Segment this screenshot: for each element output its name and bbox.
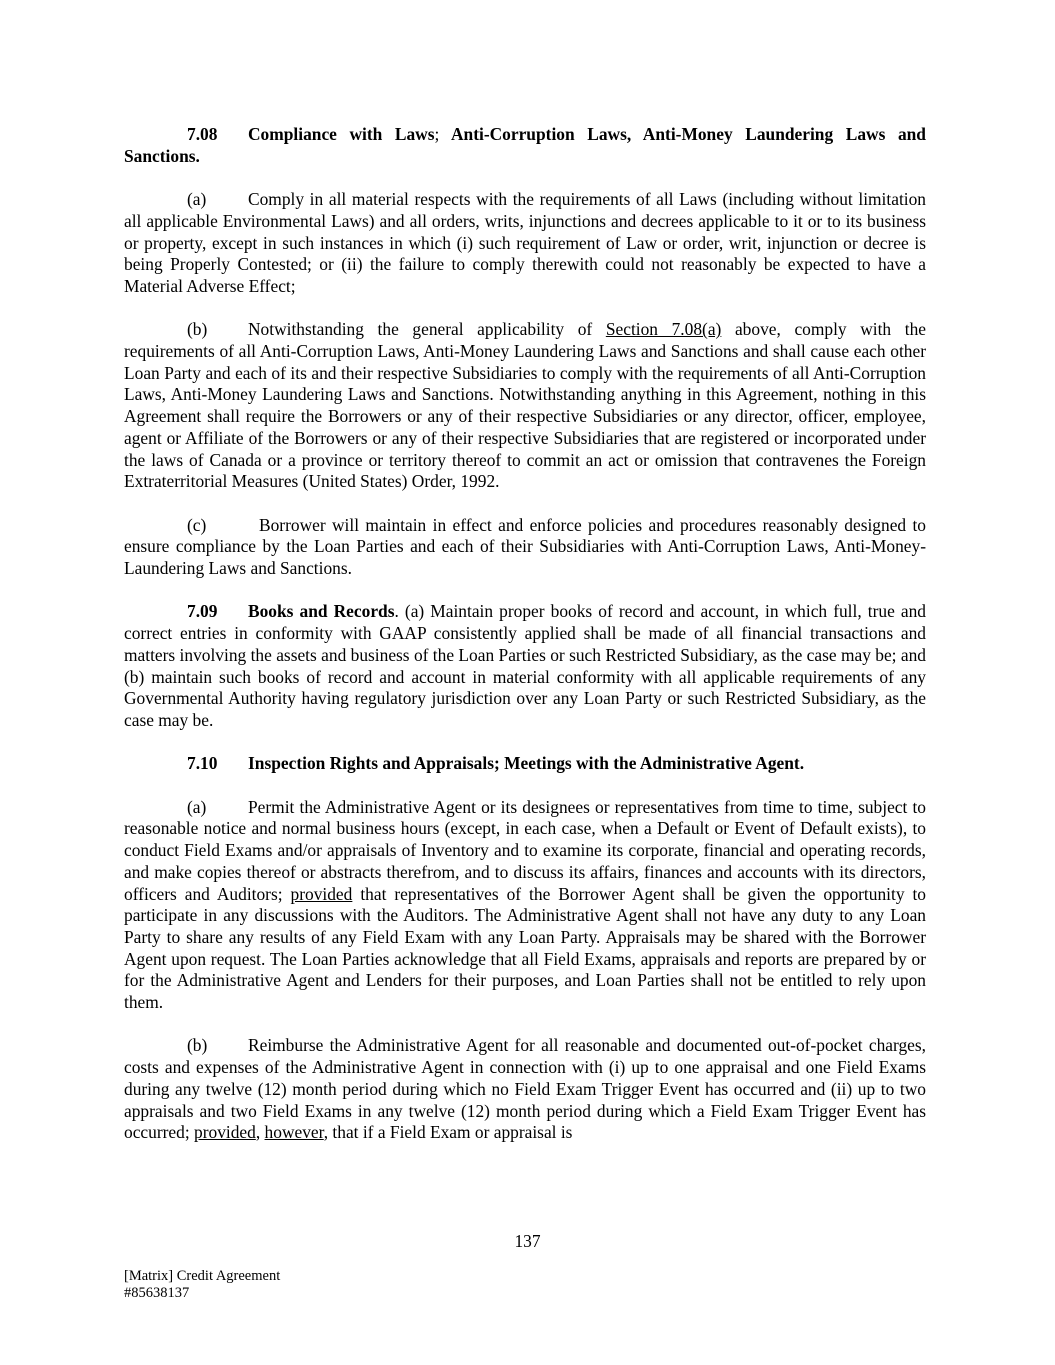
- however-term: however: [264, 1122, 324, 1143]
- comma-separator: ,: [255, 1122, 265, 1143]
- section-number: 7.09: [187, 601, 218, 622]
- paragraph-text: Notwithstanding the general applicability of: [248, 319, 606, 340]
- section-title: Inspection Rights and Appraisals; Meetings with the Administrative Agent.: [248, 753, 805, 774]
- provided-term: provided: [290, 883, 353, 904]
- paragraph-7-08-a: [124, 189, 926, 298]
- section-7-10-heading: [124, 753, 926, 775]
- paragraph-label: (a): [187, 796, 207, 817]
- paragraph-7-10-b: [124, 1035, 926, 1144]
- paragraph-text: Comply in all material respects with the requirements of all Laws (including without limitation all applicable Environmental Laws) and all orders, writs, injunctions and decrees applicable to it or to its business or property, except in such instances in which (i) such requirement of Law or order, writ, injunction or decree is being Properly Contested; or (ii) the failure to comply therewith could not reasonably be expected to have a Material Adverse Effect;: [124, 189, 926, 296]
- paragraph-text-continued: above, comply with the requirements of all Anti-Corruption Laws, Anti-Money Laundering Laws and Sanctions and shall cause each other Loan Party and each of its and their respective Subsidiaries to comply with the requirements of all Anti-Corruption Laws, Anti-Money Laundering Laws and Sanctions. Notwithstanding anything in this Agreement, nothing in this Agreement shall require the Borrowers or any of their respective Subsidiaries or any director, officer, employee, agent or Affiliate of the Borrowers or any of their respective Subsidiaries that are registered or incorporated under the laws of Canada or a province or territory thereof to commit an act or omission that contravenes the Foreign Extraterritorial Measures (United States) Order, 1992.: [124, 319, 926, 492]
- section-reference: Section 7.08(a): [605, 319, 722, 340]
- document-page: [124, 124, 926, 1166]
- paragraph-7-08-c: [124, 515, 926, 580]
- section-title: Compliance with Laws: [248, 124, 435, 144]
- footer-doc-id: #85638137: [124, 1285, 190, 1301]
- section-7-08-heading: [124, 124, 926, 167]
- section-number: 7.08: [187, 124, 218, 144]
- paragraph-7-08-b: [124, 319, 926, 493]
- paragraph-text: Permit the Administrative Agent or its designees or representatives from time to time, subject to reasonable notice and normal business hours (except, in each case, when a Default or Event of Default exists), to conduct Field Exams and/or appraisals of Inventory and to examine its corporate, financial and operating records, and make copies thereof or abstracts therefrom, and to discuss its affairs, finances and accounts with its directors, officers and Auditors;: [124, 796, 926, 904]
- page-number: 137: [514, 1231, 541, 1251]
- section-title-separator: ;: [434, 124, 440, 144]
- paragraph-label: (c): [187, 514, 207, 535]
- paragraph-label: (b): [187, 1035, 208, 1056]
- paragraph-label: (b): [187, 319, 208, 340]
- paragraph-text-continued: , that if a Field Exam or appraisal is: [323, 1122, 573, 1143]
- paragraph-text: Reimburse the Administrative Agent for all reasonable and documented out-of-pocket charges, costs and expenses of the Administrative Agent in connection with (i) up to one appraisal and one Field Exams during any twelve (12) month period during which no Field Exam Trigger Event has occurred and (ii) up to two appraisals and two Field Exams in any twelve (12) month period during which a Field Exam Trigger Event has occurred;: [124, 1035, 926, 1143]
- paragraph-text: . (a) Maintain proper books of record and account, in which full, true and correct entries in conformity with GAAP consistently applied shall be made of all financial transactions and matters involving the assets and business of the Loan Parties or such Restricted Subsidiary, as the case may be; and (b) maintain such books of record and account in material conformity with all applicable requirements of any Governmental Authority having regulatory jurisdiction over any Loan Party or such Restricted Subsidiary, as the case may be.: [124, 601, 926, 730]
- footer-title: [Matrix] Credit Agreement: [124, 1268, 281, 1284]
- paragraph-7-10-a: [124, 797, 926, 1014]
- paragraph-label: (a): [187, 189, 207, 210]
- section-number: 7.10: [187, 753, 218, 774]
- section-title: Books and Records: [248, 601, 395, 622]
- section-title-continued: Anti-Corruption Laws, Anti-Money Laundering Laws and Sanctions.: [124, 124, 926, 166]
- paragraph-text: Borrower will maintain in effect and enforce policies and procedures reasonably designed to ensure compliance by the Loan Parties and each of their Subsidiaries with Anti-Corruption Laws, Anti-Money-Laundering Laws and Sanctions.: [124, 514, 926, 579]
- section-7-09: [124, 601, 926, 731]
- document-footer: [124, 1268, 280, 1302]
- provided-term: provided: [194, 1122, 256, 1143]
- paragraph-text-continued: that representatives of the Borrower Agent shall be given the opportunity to participate in any discussions with the Auditors. The Administrative Agent shall not have any duty to any Loan Party to share any results of any Field Exam with any Loan Party. Appraisals may be shared with the Borrower Agent upon request. The Loan Parties acknowledge that all Field Exams, appraisals and reports are prepared by or for the Administrative Agent and Lenders for their purposes, and Loan Parties shall not be entitled to rely upon them.: [124, 883, 926, 1013]
